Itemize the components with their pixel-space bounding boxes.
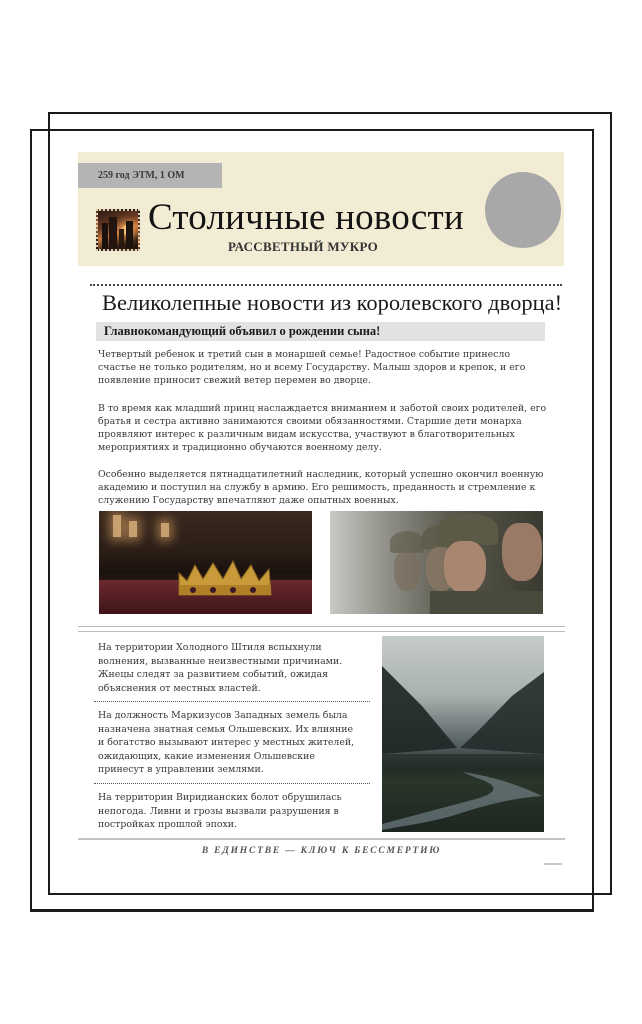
section-divider <box>78 631 565 632</box>
watermark-mark <box>544 863 562 865</box>
dotted-divider <box>90 284 562 286</box>
soldiers-image <box>330 511 543 614</box>
news-brief: На должность Маркизусов Западных земель была назначена знатная семья Ольшевских. Их влияние и богатство вызывают интерес у местных жителей, ожидающих, какие изменения Ольшевские принесут в управлении землями. <box>98 710 355 775</box>
news-brief: На территории Виридианских болот обрушилась непогода. Ливни и грозы вызвали разрушения в постройках прошлой эпохи. <box>98 792 342 830</box>
valley-image <box>382 636 544 832</box>
newspaper-subtitle: РАССВЕТНЫЙ МУКРО <box>228 239 379 254</box>
city-skyline-stamp-icon <box>96 209 140 251</box>
article-paragraph: Четвертый ребенок и третий сын в монаршей семье! Радостное событие принесло счастье не только родителям, но и всему Государству. Малыш здоров и крепок, и его появление приносит свежий ветер перемен во дворце. <box>98 349 526 386</box>
crown-image <box>99 511 312 614</box>
logo-placeholder-circle <box>485 172 561 248</box>
issue-date: 259 год ЭТМ, 1 ОМ <box>78 163 222 188</box>
dotted-divider <box>94 701 370 702</box>
footer-divider <box>78 838 565 840</box>
dotted-divider <box>94 783 370 784</box>
newspaper-title: Столичные новости <box>148 197 464 238</box>
news-brief: На территории Холодного Штиля вспыхнули волнения, вызванные неизвестными причинами. Жнецы следят за развитием событий, ожидая объяснения от местных властей. <box>98 642 343 694</box>
newspaper-page <box>78 152 565 868</box>
article-subheadline: Главнокомандующий объявил о рождении сына! <box>96 322 545 341</box>
section-divider <box>78 626 565 627</box>
masthead <box>78 152 564 266</box>
article-paragraph: В то время как младший принц наслаждается вниманием и заботой своих родителей, его братья и сестра активно занимаются своими обязанностями. Старшие дети монарха проявляют интерес к различным видам искусства, участвуют в благотворительных мероприятиях и традиционно обучаются военному делу. <box>98 403 547 453</box>
footer-motto: В ЕДИНСТВЕ — КЛЮЧ К БЕССМЕРТИЮ <box>201 846 442 856</box>
article-paragraph: Особенно выделяется пятнадцатилетний наследник, который успешно окончил военную академию и поступил на службу в армию. Его решимость, преданность и стремление к служению Государству впечатляют даже опытных военных. <box>98 469 544 506</box>
article-headline: Великолепные новости из королевского дворца! <box>102 290 563 315</box>
